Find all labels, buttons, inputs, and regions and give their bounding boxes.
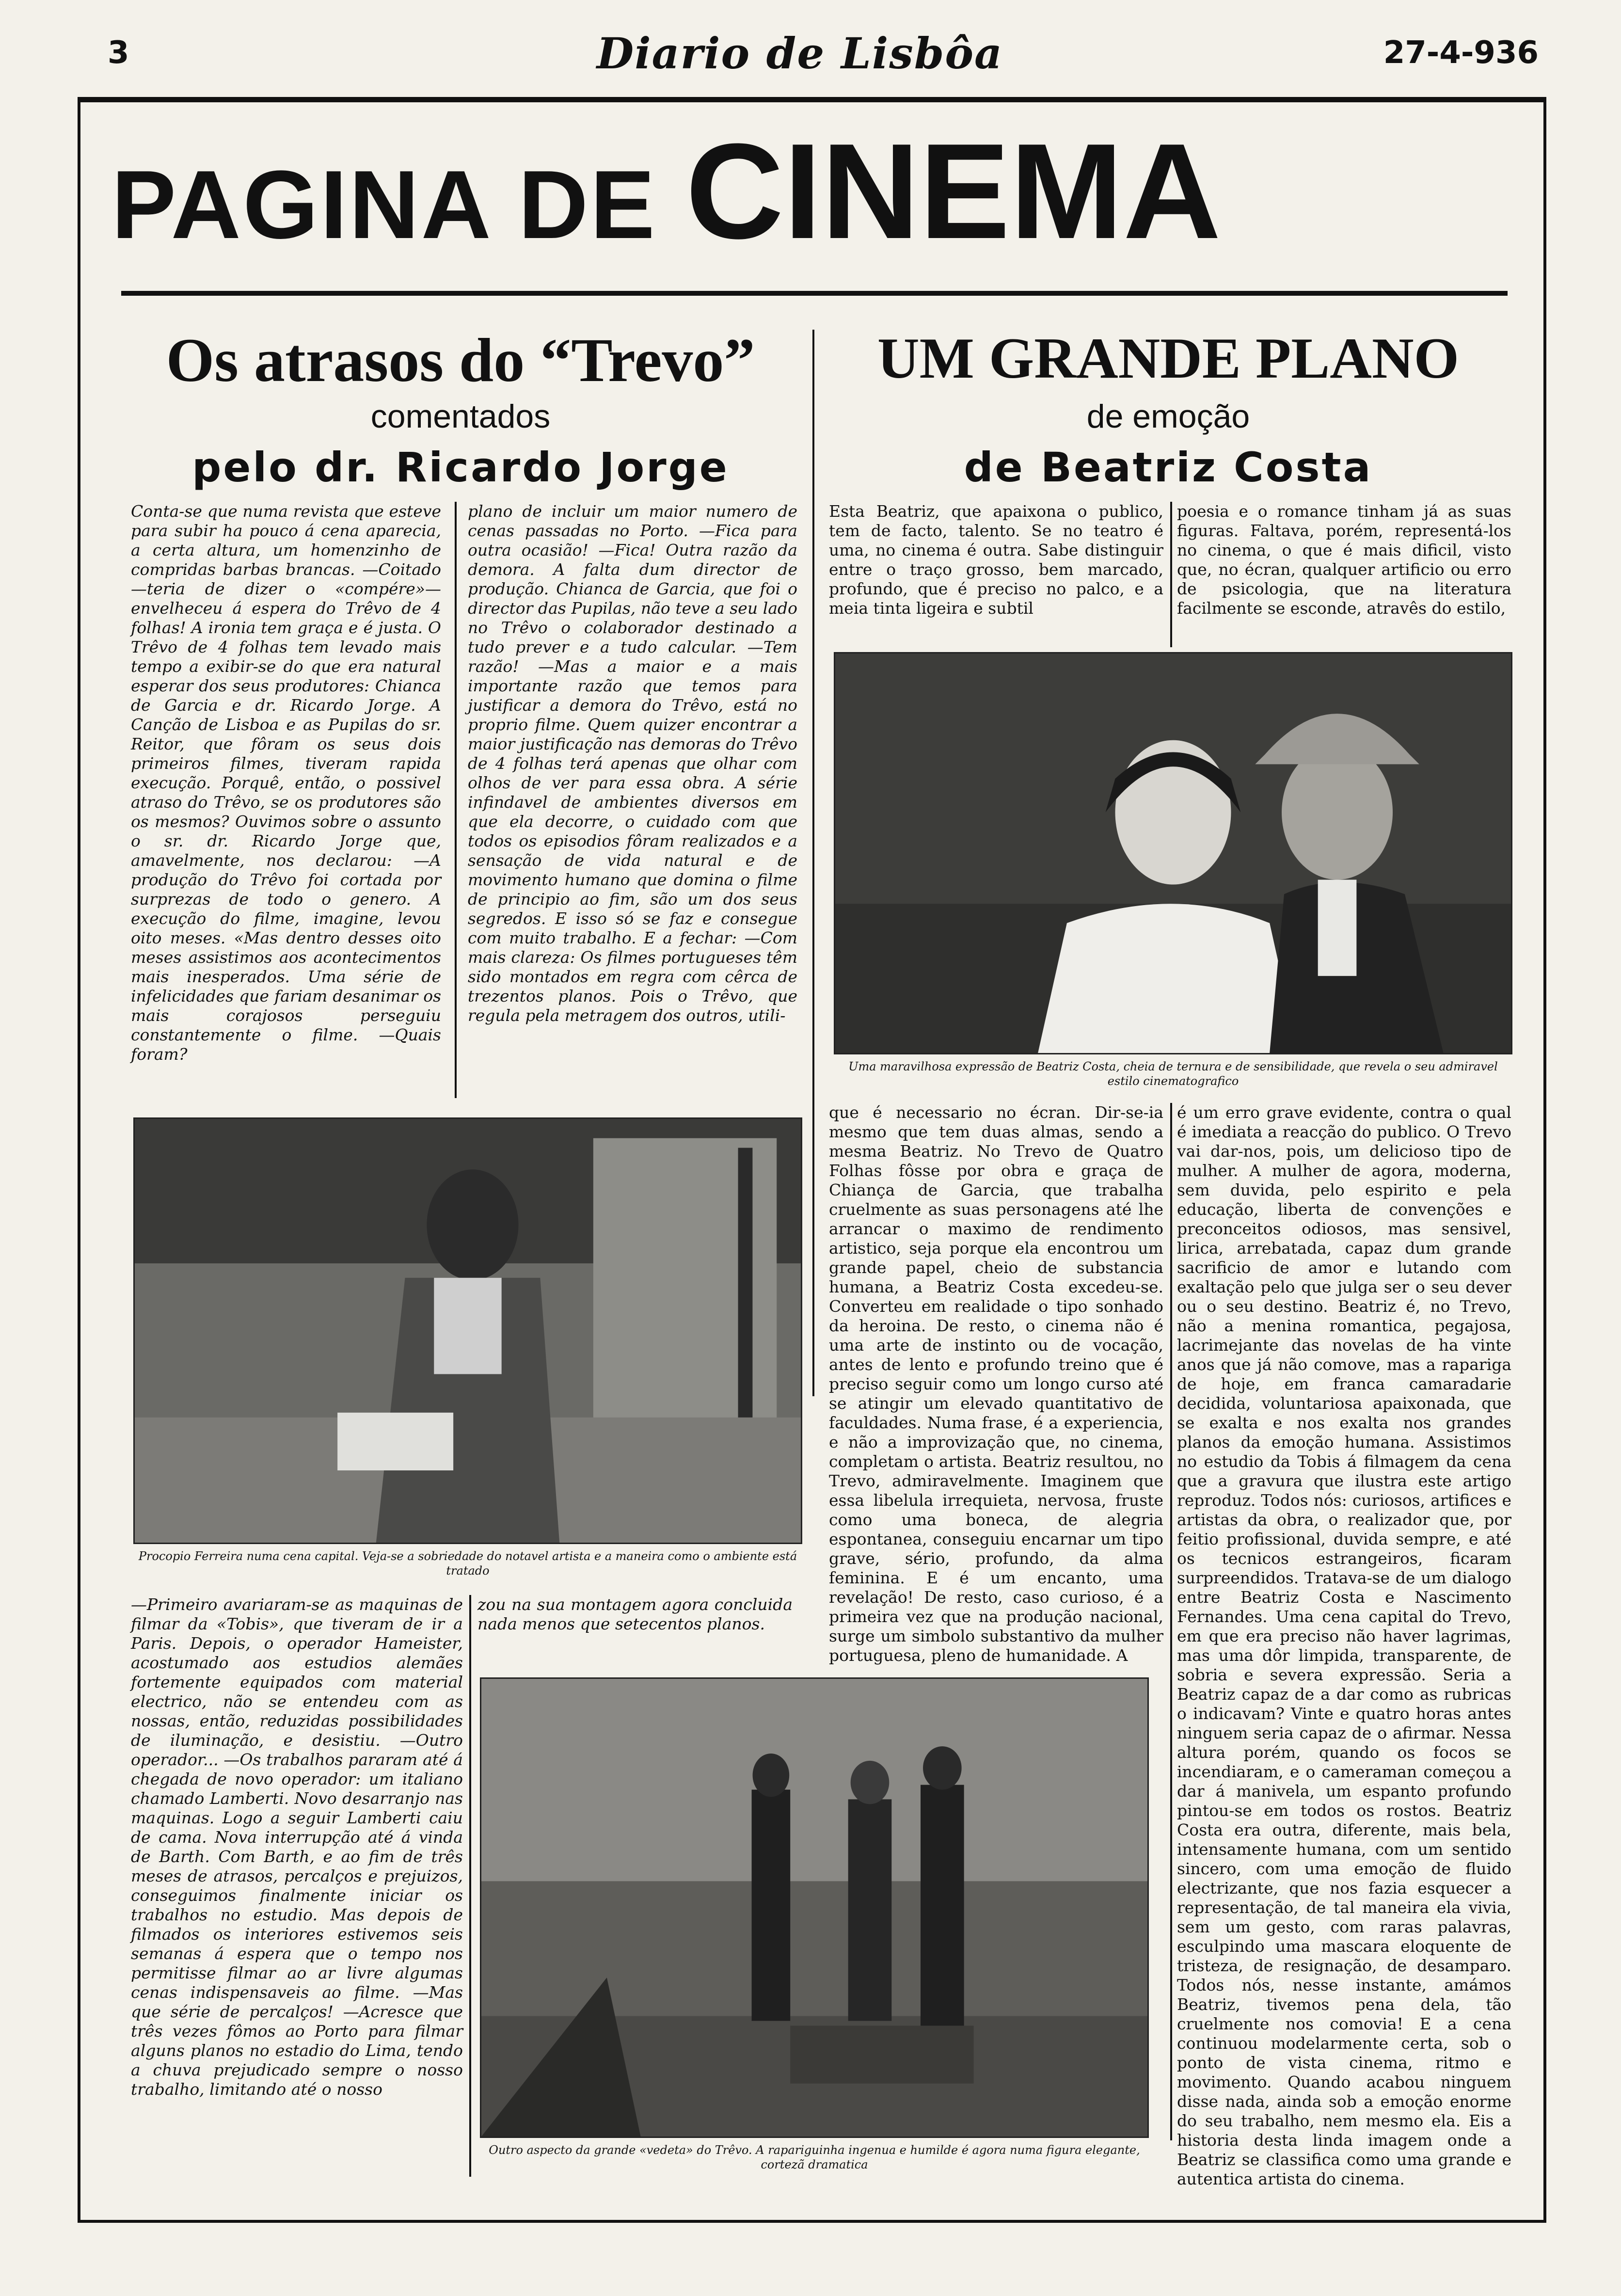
vedeta-photo-caption: Outro aspecto da grande «vedeta» do Trêvo. A rapariguinha ingenua e humilde é agora numa figura elegante, cortezã dramatica <box>489 2143 1140 2171</box>
left-article-column-2: plano de incluir um maior numero de cenas passadas no Porto. —Fica para outra ocasião! —Fica! Outra razão da demora. A falta dum director de produção. Chianca de Garcia, que foi o director das Pupilas, não teve a seu lado no Trêvo o colaborador destinado a tudo prever e a tudo calcular. —Tem razão! —Mas a maior e a mais importante razão que temos para justificar a demora do Trêvo, está no proprio filme. Quem quizer encontrar a maior justificação nas demoras do Trêvo de 4 folhas terá apenas que olhar com olhos de ver para essa obra. A série infindavel de ambientes diversos em que ela decorre, o cuidado com que todos os episodios fôram realizados e a sensação de vida natural e de movimento humano que domina o filme de principio ao fim, são um dos seus segredos. E isso só se faz e consegue com muito trabalho. E a fechar: —Com mais clareza: Os filmes portugueses têm sido montados em regra com cêrca de trezentos planos. Pois o Trêvo, que regula pela metragem dos outros, utili- <box>468 502 797 1025</box>
beatriz-photo-caption: Uma maravilhosa expressão de Beatriz Costa, cheia de ternura e de sensibilidade, que revela o seu admiravel estilo cinematografico <box>848 1060 1498 1088</box>
procopio-ferreira-photo <box>133 1117 802 1544</box>
section-banner <box>111 116 1517 267</box>
photo-illustration <box>135 1119 801 1543</box>
right-headline: UM GRANDE PLANO <box>877 326 1459 390</box>
beatriz-costa-photo <box>834 652 1512 1054</box>
left-article-column-4: zou na sua montagem agora concluida nada menos que setecentos planos. <box>477 1595 793 1633</box>
left-bottom-rule <box>469 1595 471 2177</box>
photo-illustration <box>835 654 1511 1053</box>
left-byline: pelo dr. Ricardo Jorge <box>192 444 729 491</box>
procopio-photo-caption: Procopio Ferreira numa cena capital. Veja-se a sobriedade do notavel artista e a maneira como o ambiente está tratado <box>138 1549 797 1578</box>
left-subhead: comentados <box>370 398 551 435</box>
right-byline: de Beatriz Costa <box>964 444 1373 491</box>
left-column-rule <box>455 502 457 1098</box>
page-number: 3 <box>108 35 129 71</box>
banner-right: CINEMA <box>685 116 1221 267</box>
column-divider <box>812 330 814 1396</box>
left-article-column-3: —Primeiro avariaram-se as maquinas de filmar da «Tobis», que tiveram de ir a Paris. Depois, o operador Hameister, acostumado aos estudios alemães fortemente equipados com material electrico, não se entendeu com as nossas, então, reduzidas possibilidades de iluminação, e desistiu. —Outro operador... —Os trabalhos pararam até á chegada de novo operador: um italiano chamado Lamberti. Novo desarranjo nas maquinas. Logo a seguir Lamberti caiu de cama. Nova interrupção até á vinda de Barth. Com Barth, e ao fim de três meses de atrasos, percalços e prejuizos, conseguimos finalmente iniciar os trabalhos no estudio. Mas depois de filmados os interiores estivemos seis semanas á espera que o tempo nos permitisse filmar ao ar livre algumas cenas indispensaveis ao filme. —Mas que série de percalços! —Acresce que três vezes fômos ao Porto para filmar alguns planos no estadio do Lima, tendo a chuva prejudicado sempre o nosso trabalho, limitando até o nosso <box>131 1595 463 2099</box>
trevo-vedeta-photo <box>480 1677 1149 2138</box>
banner-left: PAGINA DE <box>111 151 686 259</box>
right-article-column-1-top: Esta Beatriz, que apaixona o publico, tem de facto, talento. Se no teatro é uma, no cinema é outra. Sabe distinguir entre o traço grosso, bem marcado, profundo, que é preciso no palco, e a meia tinta ligeira e subtil <box>829 502 1163 618</box>
right-article-column-2: é um erro grave evidente, contra o qual é imediata a reacção do publico. O Trevo vai dar-nos, pois, um delicioso tipo de mulher. A mulher de agora, moderna, sem duvida, pelo espirito e pela educação, liberta de convenções e preconceitos odiosos, mas sensivel, lirica, arrebatada, capaz dum grande sacrificio de amor e lutando com exaltação pelo que julga ser o seu dever ou o seu destino. Beatriz é, no Trevo, não a menina romantica, pegajosa, lacrimejante das novelas de ha vinte anos que já não comove, mas a rapariga de hoje, em franca camaradarie decidida, voluntariosa apaixonada, que se exalta e nos exalta nos grandes planos da emoção humana. Assistimos no estudio da Tobis á filmagem da cena que a gravura que ilustra este artigo reproduz. Todos nós: curiosos, artifices e artistas da obra, o realizador que, por feitio profissional, duvida sempre, e até os tecnicos estrangeiros, ficaram surpreendidos. Tratava-se de um dialogo entre Beatriz Costa e Nascimento Fernandes. Uma cena capital do Trevo, em que era preciso não haver lagrimas, mas uma dôr limpida, transparente, de sobria e severa expressão. Seria a Beatriz capaz de a dar como as rubricas o indicavam? Vinte e quatro horas antes ninguem seria capaz de o afirmar. Nessa altura porém, quando os focos se incendiaram, e o cameraman começou a dar á manivela, um espanto profundo pintou-se em todos os rostos. Beatriz Costa era outra, diferente, mais bela, intensamente humana, com um sentido sincero, com uma emoção de fluido electrizante, que nos fazia esquecer a representação, de tal maneira ela vivia, sem um gesto, com raras palavras, esculpindo uma mascara eloquente de tristeza, de resignação, de desamparo. Todos nós, nesse instante, amámos Beatriz, tivemos pena dela, tão cruelmente nos comovia! E a cena continuou modelarmente certa, sob o ponto de vista cinema, ritmo e movimento. Quando acabou ninguem disse nada, ainda sob a emoção enorme do seu trabalho, nem mesmo ela. Eis a historia desta linda imagem onde a Beatriz se classifica como uma grande e autentica artista do cinema. <box>1177 1103 1511 2188</box>
left-article-column-1: Conta-se que numa revista que esteve para subir ha pouco á cena aparecia, a certa altura, um homenzinho de compridas barbas brancas. —Coitado—teria de dizer o «compére»—envelheceu á espera do Trêvo de 4 folhas! A ironia tem graça e é justa. O Trêvo de 4 folhas tem levado mais tempo a exibir-se do que era natural esperar dos seus produtores: Chianca de Garcia e dr. Ricardo Jorge. A Canção de Lisboa e as Pupilas do sr. Reitor, que fôram os seus dois primeiros filmes, tiveram rapida execução. Porquê, então, o possivel atraso do Trêvo, se os produtores são os mesmos? Ouvimos sobre o assunto o sr. dr. Ricardo Jorge que, amavelmente, nos declarou: —A produção do Trêvo foi cortada por surprezas de todo o genero. A execução do filme, imagine, levou oito meses. «Mas dentro desses oito meses assistimos aos acontecimentos mais inesperados. Uma série de infelicidades que fariam desanimar os mais corajosos perseguiu constantemente o filme. —Quais foram? <box>131 502 441 1064</box>
issue-date: 27-4-936 <box>1383 35 1539 71</box>
left-headline: Os atrasos do “Trevo” <box>166 326 755 395</box>
banner-rule <box>121 291 1508 296</box>
masthead: Diario de Lisbôa <box>596 28 1003 79</box>
photo-illustration <box>481 1679 1147 2137</box>
right-article-column-2-top: poesia e o romance tinham já as suas figuras. Faltava, porém, representá-los no cinema, o que é mais dificil, visto que, no écran, qualquer artificio ou erro de psicologia, que na literatura facilmente se esconde, atravês do estilo, <box>1177 502 1511 618</box>
right-subhead: de emoção <box>1086 398 1250 435</box>
right-top-rule <box>1170 502 1172 647</box>
right-article-column-1: que é necessario no écran. Dir-se-ia mesmo que tem duas almas, sendo a mesma Beatriz. No Trevo de Quatro Folhas fôsse por obra e graça de Chiança de Garcia, que trabalha cruelmente as suas personagens até lhe arrancar o maximo de rendimento artistico, seja porque ela encontrou um grande papel, cheio de substancia humana, a Beatriz Costa excedeu-se. Converteu em realidade o tipo sonhado da heroina. De resto, o cinema não é uma arte de instinto ou de vocação, antes de lento e profundo treino que é preciso seguir como um longo curso até se atingir um elevado quantitativo de faculdades. Numa frase, é a experiencia, e não a improvização que, no cinema, completam o artista. Beatriz resultou, no Trevo, admiravelmente. Imaginem que essa libelula irrequieta, nervosa, fruste como uma boneca, de alegria espontanea, conseguiu encarnar um tipo grave, sério, profundo, da alma feminina. E é um encanto, uma revelação! De resto, caso curioso, é a primeira vez que na produção nacional, surge um simbolo substantivo da mulher portuguesa, pleno de humanidade. A <box>829 1103 1163 1665</box>
right-mid-rule <box>1170 1103 1172 2140</box>
